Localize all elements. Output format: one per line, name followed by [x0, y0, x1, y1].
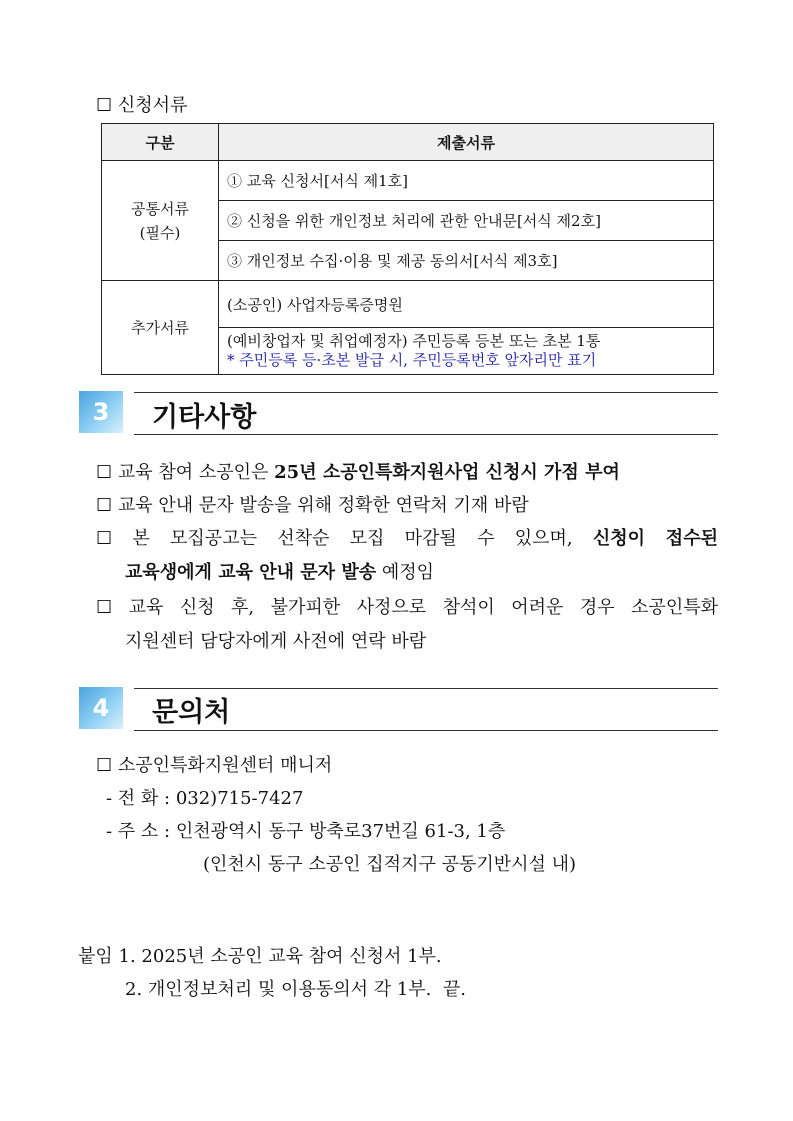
phone-number: 032)715-7427: [175, 788, 304, 809]
checkbox-bullet: ☐: [96, 755, 113, 776]
item-bold-text: 신청이 접수된: [592, 528, 718, 549]
section-title: 기타사항: [152, 402, 257, 433]
additional-doc-text: (예비창업자 및 취업예정자) 주민등록 등본 또는 초본 1통: [227, 332, 601, 350]
contact-address: [106, 817, 505, 843]
item-bold-text: 25년 소공인특화지원사업 신청시 가점 부여: [274, 462, 620, 483]
attachment-label: 붙임: [78, 946, 113, 967]
checkbox-bullet: ☐: [96, 528, 113, 549]
list-item-continuation: [125, 558, 434, 584]
attachment-item: 1. 2025년 소공인 교육 참여 신청서 1부.: [118, 946, 442, 967]
section-top-rule: [134, 392, 718, 393]
additional-doc-note: * 주민등록 등·초본 발급 시, 주민등록번호 앞자리만 표기: [227, 351, 597, 369]
attachment-item: 2. 개인정보처리 및 이용동의서 각 1부.: [125, 979, 432, 1000]
address-note: (인천시 동구 소공인 집적지구 공동기반시설 내): [203, 854, 577, 875]
section-number-badge: 4: [79, 687, 123, 729]
item-text: 교육 안내 문자 발송을 위해 정확한 연락처 기재 바람: [117, 495, 529, 516]
item-text: 교육 참여 소공인은: [117, 462, 275, 483]
contact-name: [96, 751, 332, 777]
common-doc-item: ② 신청을 위한 개인정보 처리에 관한 안내문[서식 제2호]: [219, 201, 714, 241]
docs-section-heading: [96, 91, 187, 117]
additional-docs-label: 추가서류: [102, 281, 219, 375]
item-text: 교육 신청 후, 불가피한 사정으로 참석이 어려운 경우 소공인특화: [128, 597, 718, 618]
table-header-row: [102, 124, 714, 161]
item-text: 예정임: [376, 562, 434, 583]
common-docs-label: [102, 161, 219, 281]
table-row: [102, 161, 714, 201]
item-bold-text: 교육생에게 교육 안내 문자 발송: [125, 562, 377, 583]
item-text: 본 모집공고는 선착순 모집 마감될 수 있으며,: [132, 528, 593, 549]
header-documents: 제출서류: [219, 124, 714, 161]
section-title: 문의처: [152, 697, 231, 728]
contact-name-text: 소공인특화지원센터 매니저: [117, 755, 333, 776]
additional-doc-item: [219, 328, 714, 375]
list-item: [96, 593, 718, 619]
attachment-line: [125, 975, 466, 1001]
checkbox-bullet: ☐: [96, 462, 113, 483]
end-mark: 끝.: [442, 979, 466, 1000]
common-label-line1: 공통서류: [131, 199, 189, 218]
common-doc-item: ③ 개인정보 수집·이용 및 제공 동의서[서식 제3호]: [219, 241, 714, 281]
contact-phone: [106, 784, 303, 810]
docs-section-title: 신청서류: [117, 95, 188, 116]
table-row: [102, 281, 714, 328]
checkbox-bullet: ☐: [96, 597, 113, 618]
list-item: [96, 458, 620, 484]
section-bottom-rule: [134, 434, 718, 435]
address-text: 인천광역시 동구 방축로37번길 61-3, 1층: [175, 821, 506, 842]
section-bottom-rule: [134, 730, 718, 731]
list-item: [96, 524, 718, 550]
checkbox-bullet: ☐: [96, 495, 113, 516]
section-top-rule: [134, 688, 718, 689]
header-category: 구분: [102, 124, 219, 161]
common-label-line2: (필수): [139, 223, 181, 242]
attachment-line: [78, 942, 442, 968]
checkbox-bullet: ☐: [96, 95, 113, 116]
common-doc-item: ① 교육 신청서[서식 제1호]: [219, 161, 714, 201]
section-number-badge: 3: [79, 391, 123, 433]
address-label: - 주 소 :: [106, 821, 176, 842]
phone-label: - 전 화 :: [106, 788, 176, 809]
list-item: [96, 491, 529, 517]
additional-doc-item: (소공인) 사업자등록증명원: [219, 281, 714, 328]
list-item-continuation: 지원센터 담당자에게 사전에 연락 바람: [125, 631, 427, 652]
documents-table: [101, 123, 714, 375]
